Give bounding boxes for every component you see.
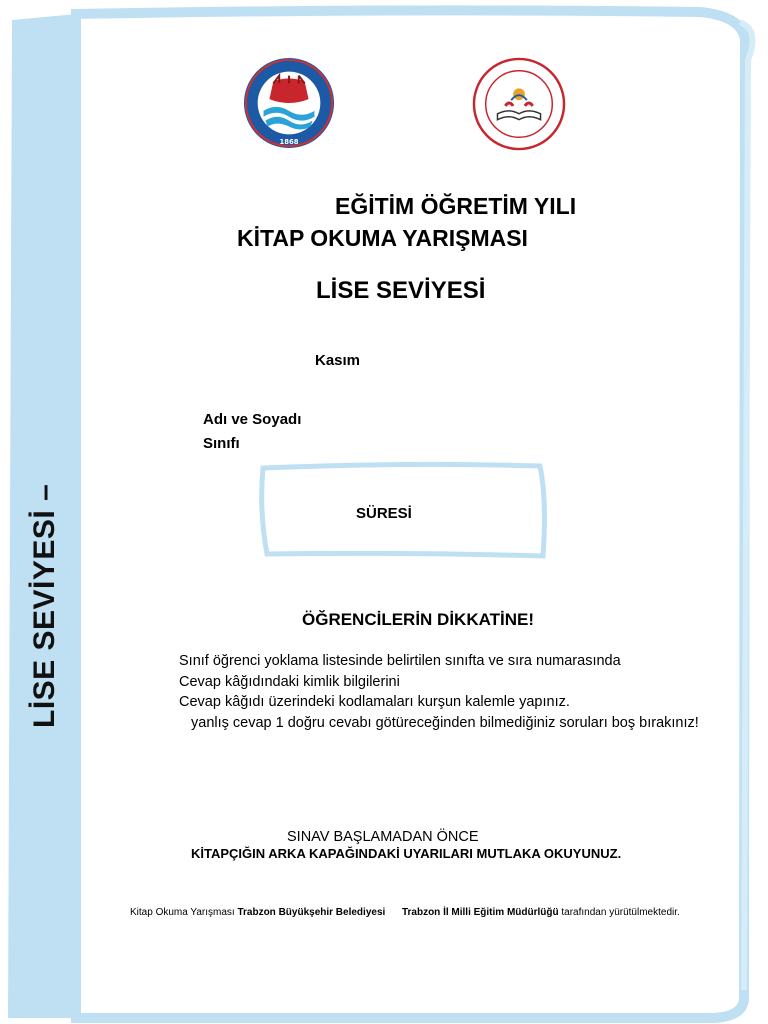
footer-org2: Trabzon İl Milli Eğitim Müdürlüğü: [401, 907, 559, 918]
competition-title: KİTAP OKUMA YARIŞMASI: [237, 225, 528, 251]
level-title: LİSE SEVİYESİ: [316, 277, 486, 304]
month-label: Kasım: [315, 352, 361, 369]
side-title: LİSE SEVİYESİ –: [28, 483, 61, 728]
trabzon-municipality-logo: [240, 56, 338, 150]
duration-label: SÜRESİ: [356, 505, 412, 522]
footer-suffix: tarafından yürütülmektedir.: [561, 907, 680, 918]
class-label: Sınıfı: [203, 435, 240, 452]
rule-item: Cevap kâğıdındaki kimlik bilgilerini: [179, 673, 400, 690]
rule-item: yanlış cevap 1 doğru cevabı götüreceğinden bilmediğiniz soruları boş bırakınız!: [191, 714, 699, 731]
trabzon-governorship-logo: [470, 57, 568, 151]
before-exam-warning: KİTAPÇIĞIN ARKA KAPAĞINDAKİ UYARILARI MUTLAKA OKUYUNUZ.: [191, 846, 622, 861]
name-label: Adı ve Soyadı: [203, 411, 302, 428]
before-exam-heading: SINAV BAŞLAMADAN ÖNCE: [287, 829, 479, 845]
footer-prefix: Kitap Okuma Yarışması: [130, 907, 235, 918]
rules-list: [179, 651, 699, 733]
rule-item: Cevap kâğıdı üzerindeki kodlamaları kurşun kalemle yapınız.: [179, 694, 570, 710]
footer-org1: Trabzon Büyükşehir Belediyesi: [237, 907, 386, 918]
footer-note: [130, 907, 680, 918]
academic-year-title: EĞİTİM ÖĞRETİM YILI: [335, 193, 577, 219]
notice-title: ÖĞRENCİLERİN DİKKATİNE!: [302, 610, 535, 629]
rule-item: Sınıf öğrenci yoklama listesinde belirtilen sınıfta ve sıra numarasında: [179, 653, 621, 669]
svg-text:1868: 1868: [279, 138, 299, 147]
